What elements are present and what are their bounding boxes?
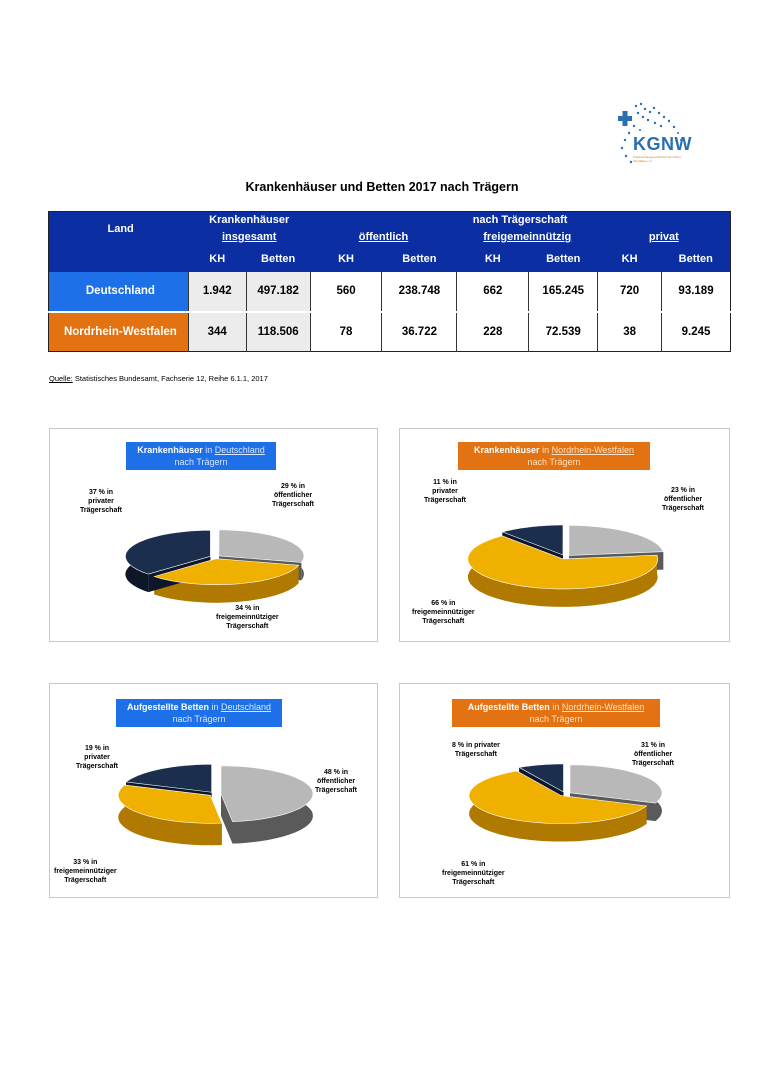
source-label: Quelle: [49,374,73,383]
chart-title: Aufgestellte Betten in Nordrhein-Westfalen nach Trägern [452,699,660,727]
chart-panel-betten-de [49,683,378,898]
table-row [49,272,731,312]
page-title: Krankenhäuser und Betten 2017 nach Trägern [245,180,519,194]
cell-betten: 497.182 [246,272,310,312]
statistics-table [48,211,731,352]
chart-panel-kh-nrw [399,428,730,642]
label-privat: 37 % in privater Trägerschaft [80,489,123,514]
header-nonprofit: freigemeinnützig [483,231,572,243]
cell-pr-kh: 720 [598,272,662,312]
header-total-line2: insgesamt [222,231,277,243]
header-betten: Betten [662,246,731,272]
cell-oe-kh: 560 [310,272,382,312]
label-oeffentlich: 48 % in öffentlicher Trägerschaft [315,769,358,794]
cell-pr-betten: 9.245 [662,312,731,352]
chart-panel-betten-nrw [399,683,730,898]
chart-title: Krankenhäuser in Deutschland nach Trägern [126,442,276,470]
header-betten: Betten [246,246,310,272]
label-freigemeinnuetzig: 34 % in freigemeinnütziger Trägerschaft [216,605,279,630]
logo-subtitle: Krankenhausgesellschaft Nordrhein-Westfalen e.V. [633,155,682,163]
header-kh: KH [457,246,529,272]
chart-panel-kh-de [49,428,378,642]
header-kh: KH [598,246,662,272]
cell-betten: 118.506 [246,312,310,352]
cell-fg-kh: 662 [457,272,529,312]
chart-title: Krankenhäuser in Nordrhein-Westfalen nach Trägern [458,442,650,470]
cell-kh: 344 [188,312,246,352]
header-total-line1: Krankenhäuser [188,212,310,229]
label-privat: 8 % in privater Trägerschaft [452,742,500,758]
header-kh: KH [188,246,246,272]
source-note [49,374,268,383]
cell-oe-kh: 78 [310,312,382,352]
row-land: Nordrhein-Westfalen [49,312,189,352]
label-privat: 11 % in privater Trägerschaft [424,479,467,504]
cell-fg-betten: 72.539 [529,312,598,352]
cell-fg-kh: 228 [457,312,529,352]
label-freigemeinnuetzig: 61 % in freigemeinnütziger Trägerschaft [442,861,505,886]
label-privat: 19 % in privater Trägerschaft [76,745,119,770]
header-betten: Betten [382,246,457,272]
header-kh: KH [310,246,382,272]
table-row [49,312,731,352]
cell-pr-kh: 38 [598,312,662,352]
label-freigemeinnuetzig: 66 % in freigemeinnütziger Trägerschaft [412,600,475,625]
logo-text: KGNW [633,134,692,154]
row-land: Deutschland [49,272,189,312]
label-oeffentlich: 31 % in öffentlicher Trägerschaft [632,742,675,767]
cell-fg-betten: 165.245 [529,272,598,312]
cell-kh: 1.942 [188,272,246,312]
kgnw-logo [614,100,690,168]
label-freigemeinnuetzig: 33 % in freigemeinnütziger Trägerschaft [54,859,117,884]
slice-oeffentlich [569,525,663,555]
header-betten: Betten [529,246,598,272]
source-text: Statistisches Bundesamt, Fachserie 12, Reihe 6.1.1, 2017 [72,374,268,383]
label-oeffentlich: 29 % in öffentlicher Trägerschaft [272,483,315,508]
chart-title: Aufgestellte Betten in Deutschland nach Trägern [116,699,282,727]
label-oeffentlich: 23 % in öffentlicher Trägerschaft [662,487,705,512]
cell-pr-betten: 93.189 [662,272,731,312]
cell-oe-betten: 36.722 [382,312,457,352]
header-group: nach Trägerschaft [310,212,730,229]
header-land: Land [49,212,189,246]
header-private: privat [648,231,679,243]
header-public: öffentlich [358,231,409,243]
cell-oe-betten: 238.748 [382,272,457,312]
